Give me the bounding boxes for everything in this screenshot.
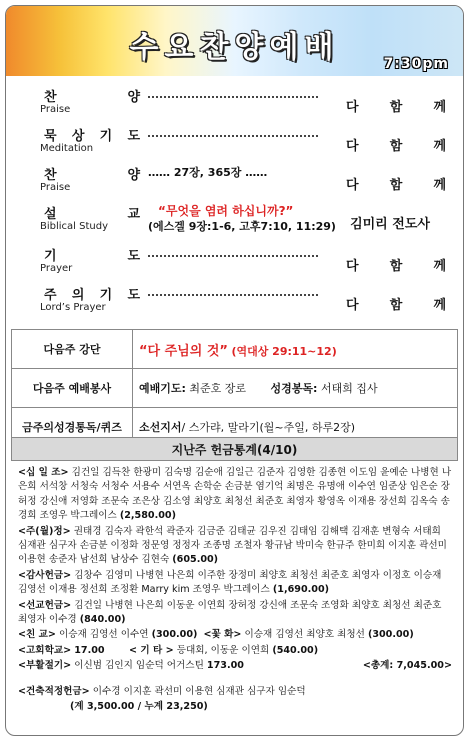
- building-entry: <건축적정헌금> 이수경 이지훈 곽선미 이용현 심재관 심구자 임순덕: [18, 685, 306, 697]
- offering-total: <총계: 7,045.00>: [362, 660, 452, 672]
- order-title-ko: 기 도: [44, 249, 140, 264]
- order-row-praise-hymn: [28, 162, 448, 201]
- order-title-ko: 설 교: [44, 207, 140, 222]
- order-title-ko: 주 의 기 도: [44, 288, 140, 303]
- order-row-lords-prayer: [28, 282, 448, 321]
- hymn-numbers: …… 27장, 365장 ……: [148, 166, 268, 179]
- order-title-ko: 찬 양: [44, 168, 140, 183]
- quiz-value: 소선지서/ 스가랴, 말라기(월~주일, 하루2장): [133, 408, 458, 447]
- preacher-name: 김미리 전도사: [350, 217, 430, 232]
- offering-title: 지난주 헌금통계(4/10): [11, 437, 458, 461]
- sermon-reference: (에스겔 9장:1-6, 고후7:10, 11:29): [148, 220, 336, 233]
- next-service-row: [12, 369, 458, 408]
- order-leader: 다 함 께: [346, 259, 446, 274]
- service-time: 7:30pm: [383, 56, 449, 72]
- order-title-ko: 찬 양: [44, 90, 140, 105]
- order-title-en: Prayer: [40, 263, 73, 274]
- next-topic-label: 다음주 강단: [12, 330, 133, 369]
- next-topic-value: “다 주님의 것” (역대상 29:11~12): [133, 330, 458, 369]
- dotted-leader: [148, 90, 318, 98]
- order-row-praise: [28, 84, 448, 123]
- next-topic-row: [12, 330, 458, 369]
- quiz-label: 금주의성경통독/퀴즈: [12, 408, 133, 447]
- bulletin-frame: [5, 5, 464, 736]
- mission-entry: <선교헌금> 김건일 나병현 나은희 이동운 이연희 장허정 강신애 조문숙 조영화 최양호 최청선 최준호 최영자 이수경 (840.00): [18, 599, 442, 626]
- header-banner: [6, 6, 463, 76]
- order-title-en: Praise: [40, 104, 71, 115]
- service-title: 수요찬양예배: [129, 30, 340, 65]
- next-service-label: 다음주 예배봉사: [12, 369, 133, 408]
- order-row-prayer: [28, 243, 448, 282]
- weekly-entry: <주(월)정> 권태경 김숙자 곽한석 곽준자 김금준 김태균 김우진 김태임 김해택 김재훈 변형숙 서태희 심재관 심구자 손금분 이정화 정문영 정정자 조종명 조철자 황규남 박미숙 한규주 한미희 이지훈 곽선미 이용현 송준자 남선희 남상수 김현숙 (605.00): [18, 525, 447, 566]
- thanks-entry: <감사헌금> 김창수 김영미 나병현 나은희 이주한 장정미 최양호 최청선 최준호 최영자 이정호 이승재 김영선 이재용 정선희 조정환 Marry kim 조영우 박그레이스 (1,690.00): [18, 569, 442, 596]
- order-title-en: Meditation: [40, 143, 94, 154]
- fellowship-flower-entry: <친 교> 이승재 김영선 이수연 (300.00) <꽃 화> 이승재 김영선 최양호 최청선 (300.00): [18, 629, 414, 641]
- school-other-entry: <고회학교> 17.00 < 기 타 > 등대회, 이동운 이연희 (540.00): [18, 644, 319, 656]
- order-leader: 다 함 께: [346, 139, 446, 154]
- order-title-en: Lord’s Prayer: [40, 302, 106, 313]
- order-leader: 다 함 께: [346, 298, 446, 313]
- offering-list: [18, 466, 452, 716]
- order-row-meditation: [28, 123, 448, 162]
- order-title-ko: 묵 상 기 도: [44, 129, 140, 144]
- order-of-service: [28, 84, 448, 321]
- order-leader: 다 함 께: [346, 100, 446, 115]
- easter-entry: <부활절기> 이신범 김인지 임순덕 어거스틴 173.00 <총계: 7,045.00>: [18, 659, 452, 673]
- next-service-value: 예배기도: 최준호 장로 성경봉독: 서태희 집사: [133, 369, 458, 408]
- dotted-leader: [148, 288, 318, 296]
- building-amount: (계 3,500.00 / 누계 23,250): [70, 701, 208, 713]
- dotted-leader: [148, 129, 318, 137]
- order-title-en: Praise: [40, 182, 71, 193]
- order-row-sermon: [28, 201, 448, 243]
- order-leader: 다 함 께: [346, 178, 446, 193]
- sermon-title: “무엇을 염려 하십니까?”: [158, 204, 294, 218]
- dotted-leader: [148, 249, 318, 257]
- order-title-en: Biblical Study: [40, 221, 108, 232]
- info-table: [11, 329, 458, 447]
- tithe-entry: <십 일 조> 김건일 김득찬 한광미 김숙명 김순애 김일근 김준자 김영한 김종현 이도임 윤예순 나병현 나은희 서석창 서청숙 서청수 서용수 서연옥 손학순 손금분 염기억 최명은 유명애 이수연 임준상 임은순 장허정 강신애 저영화 조문숙 조은상 김소영 최양호 최청선 최준호 최영자 황영옥 이재용 장선희 김옥숙 송경희 조영우 박그레이스 (2,580.00): [18, 467, 452, 522]
